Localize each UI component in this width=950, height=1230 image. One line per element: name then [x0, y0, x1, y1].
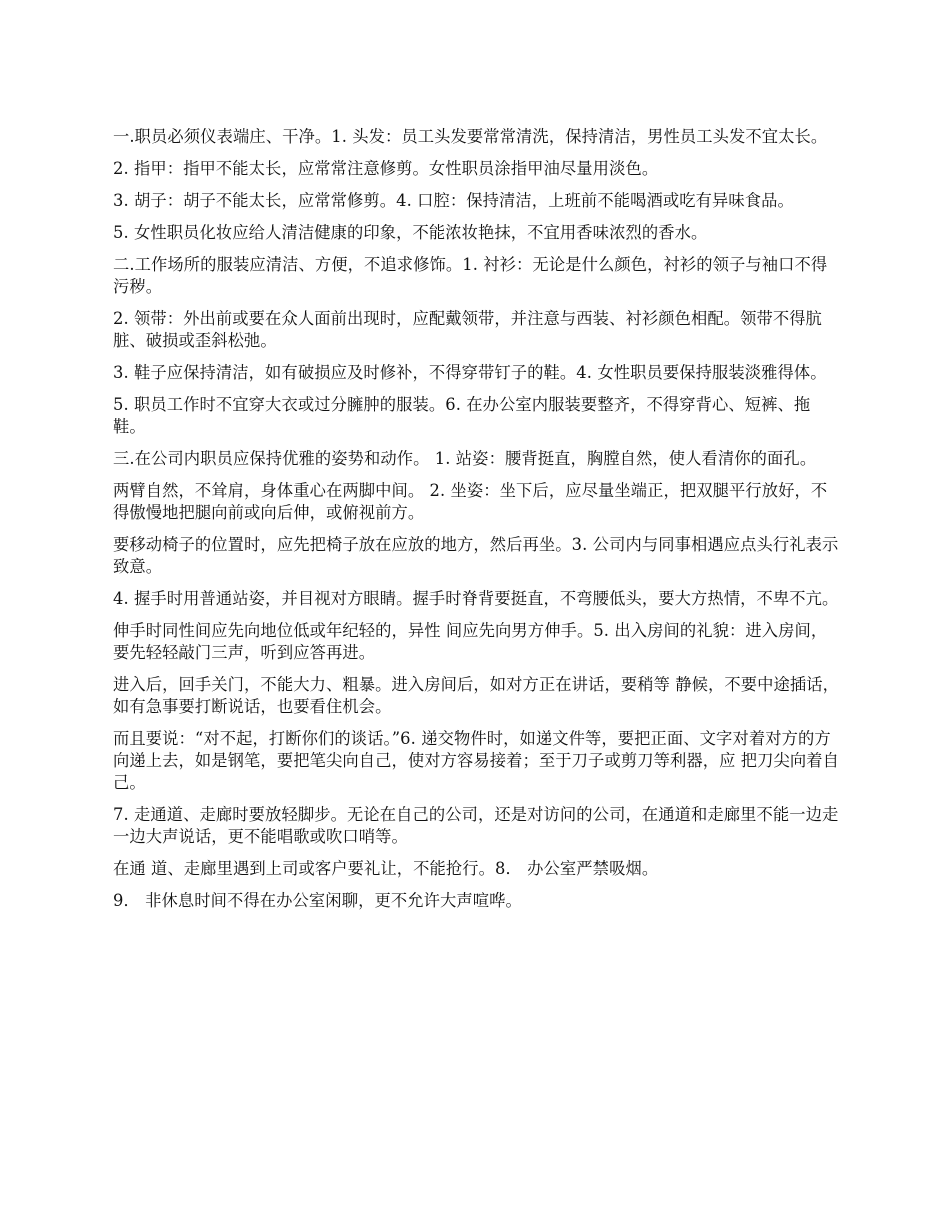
document-body: [113, 126, 840, 922]
paragraph-3: 3. 胡子：胡子不能太长，应常常修剪。4. 口腔：保持清洁，上班前不能喝酒或吃有异味食品。: [113, 191, 794, 210]
paragraph-5: 二.工作场所的服装应清洁、方便，不追求修饰。1. 衬衫：无论是什么颜色，衬衫的领子与袖口不得污秽。: [113, 255, 828, 296]
paragraph-14: 进入后，回手关门，不能大力、粗暴。进入房间后，如对方正在讲话，要稍等 静候，不要中途插话，如有急事要打断说话，也要看住机会。: [113, 675, 840, 716]
paragraph-6: 2. 领带：外出前或要在众人面前出现时，应配戴领带，并注意与西装、衬衫颜色相配。领带不得肮脏、破损或歪斜松弛。: [113, 309, 823, 350]
paragraph-8: 5. 职员工作时不宜穿大衣或过分臃肿的服装。6. 在办公室内服装要整齐，不得穿背心、短裤、拖鞋。: [113, 395, 811, 436]
paragraph-17: 在通 道、走廊里遇到上司或客户要礼让，不能抢行。8． 办公室严禁吸烟。: [113, 859, 659, 878]
paragraph-18: 9． 非休息时间不得在办公室闲聊，更不允许大声喧哗。: [113, 891, 522, 910]
paragraph-15: 而且要说：“对不起，打断你们的谈话。”6. 递交物件时，如递文件等，要把正面、文字对着对方的方向递上去，如是钢笔，要把笔尖向自己，使对方容易接着；至于刀子或剪刀等利器，应 把刀尖向着自己。: [113, 729, 840, 792]
paragraph-1: 一.职员必须仪表端庄、干净。1. 头发：员工头发要常常清洗，保持清洁，男性员工头发不宜太长。: [113, 127, 828, 146]
paragraph-16: 7. 走通道、走廊时要放轻脚步。无论在自己的公司，还是对访问的公司，在通道和走廊里不能一边走一边大声说话，更不能唱歌或吹口哨等。: [113, 805, 839, 846]
paragraph-2: 2. 指甲：指甲不能太长，应常常注意修剪。女性职员涂指甲油尽量用淡色。: [113, 159, 659, 178]
paragraph-12: 4. 握手时用普通站姿，并目视对方眼睛。握手时脊背要挺直，不弯腰低头，要大方热情，不卑不亢。: [113, 589, 839, 608]
paragraph-13: 伸手时同性间应先向地位低或年纪轻的，异性 间应先向男方伸手。5. 出入房间的礼貌：进入房间，要先轻轻敲门三声，听到应答再进。: [113, 621, 828, 662]
paragraph-9: 三.在公司内职员应保持优雅的姿势和动作。 1. 站姿：腰背挺直，胸膛自然，使人看清你的面孔。: [113, 449, 817, 468]
paragraph-11: 要移动椅子的位置时，应先把椅子放在应放的地方，然后再坐。3. 公司内与同事相遇应点头行礼表示致意。: [113, 535, 839, 576]
paragraph-7: 3. 鞋子应保持清洁，如有破损应及时修补，不得穿带钉子的鞋。4. 女性职员要保持服装淡雅得体。: [113, 363, 827, 382]
paragraph-10: 两臂自然，不耸肩，身体重心在两脚中间。 2. 坐姿：坐下后，应尽量坐端正，把双腿平行放好，不得傲慢地把腿向前或向后伸，或俯视前方。: [113, 481, 828, 522]
paragraph-4: 5. 女性职员化妆应给人清洁健康的印象，不能浓妆艳抹，不宜用香味浓烈的香水。: [113, 223, 708, 242]
